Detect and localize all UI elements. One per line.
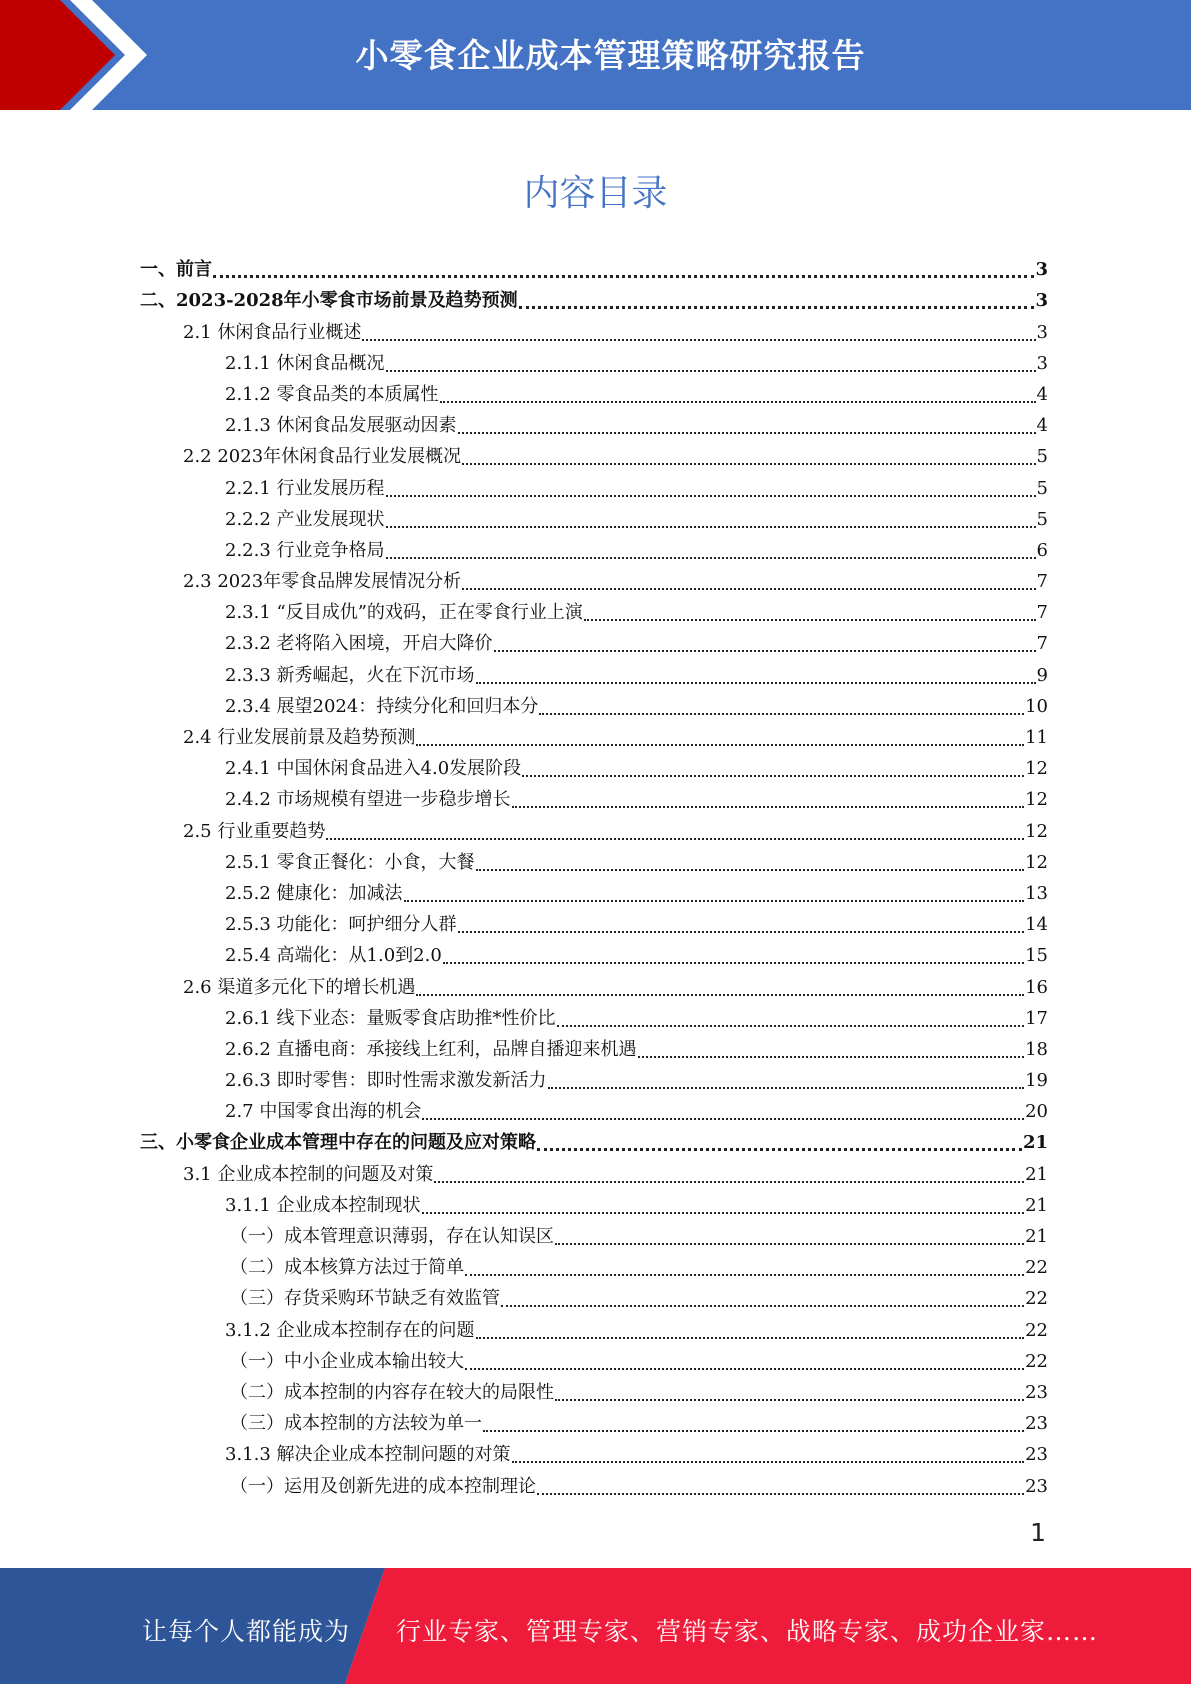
- toc-entry[interactable]: [140, 1158, 1048, 1189]
- toc-entry[interactable]: [140, 1439, 1048, 1470]
- toc-dot-leader: [638, 1038, 1025, 1058]
- toc-entry[interactable]: [140, 878, 1048, 909]
- page-number: 1: [1030, 1518, 1046, 1547]
- toc-dot-leader: [458, 414, 1036, 434]
- toc-dot-leader: [404, 882, 1025, 902]
- toc-entry-title: 2.6.1 线下业态：量贩零食店助推*性价比: [225, 1007, 556, 1029]
- toc-entry-page: 3: [1036, 352, 1048, 374]
- toc-entry-title: 2.6 渠道多元化下的增长机遇: [183, 976, 416, 998]
- toc-entry-title: （一）成本管理意识薄弱，存在认知误区: [230, 1226, 554, 1247]
- toc-entry[interactable]: [140, 1003, 1048, 1034]
- toc-entry-title: （一）中小企业成本输出较大: [230, 1350, 464, 1372]
- toc-entry[interactable]: [140, 285, 1048, 316]
- toc-entry-page: 19: [1025, 1070, 1048, 1092]
- toc-entry[interactable]: [140, 254, 1048, 285]
- toc-entry-page: 4: [1036, 415, 1048, 437]
- toc-entry-page: 22: [1025, 1350, 1048, 1372]
- toc-entry-page: 13: [1025, 882, 1048, 904]
- toc-dot-leader: [539, 695, 1024, 715]
- toc-entry-title: 2.5.1 零食正餐化：小食，大餐: [225, 851, 475, 873]
- toc-entry[interactable]: [140, 316, 1048, 347]
- toc-dot-leader: [522, 757, 1024, 777]
- toc-entry-title: 二、2023-2028年小零食市场前景及趋势预测: [140, 290, 518, 312]
- toc-entry[interactable]: [140, 1470, 1048, 1501]
- toc-dot-leader: [483, 1412, 1024, 1432]
- toc-dot-leader: [476, 664, 1036, 684]
- toc-entry-page: 11: [1025, 727, 1048, 748]
- footer-slogan-left: 让每个人都能成为: [142, 1617, 351, 1646]
- toc-entry-title: 3.1.1 企业成本控制现状: [225, 1194, 421, 1216]
- toc-dot-leader: [494, 632, 1036, 652]
- toc-dot-leader: [555, 1225, 1024, 1245]
- toc-entry-page: 9: [1036, 664, 1048, 686]
- toc-entry-title: 2.3.4 展望2024：持续分化和回归本分: [225, 695, 539, 717]
- toc-entry[interactable]: [140, 784, 1048, 815]
- toc-entry[interactable]: [140, 1314, 1048, 1345]
- toc-entry[interactable]: [140, 659, 1048, 690]
- toc-entry-title: 2.5.4 高端化：从1.0到2.0: [225, 945, 442, 967]
- table-of-contents: [140, 254, 1048, 1502]
- toc-entry[interactable]: [140, 1221, 1048, 1252]
- toc-dot-leader: [443, 944, 1024, 964]
- toc-dot-leader: [555, 1381, 1024, 1401]
- toc-dot-leader: [537, 1130, 1022, 1151]
- report-title: 小零食企业成本管理策略研究报告: [355, 36, 866, 75]
- toc-entry-title: 3.1.3 解决企业成本控制问题的对策: [225, 1444, 511, 1466]
- toc-entry-page: 12: [1025, 820, 1048, 842]
- toc-dot-leader: [386, 539, 1036, 559]
- toc-entry-page: 18: [1025, 1038, 1048, 1060]
- toc-entry-title: 2.2.1 行业发展历程: [225, 477, 385, 499]
- toc-entry-title: 2.5.3 功能化：呵护细分人群: [225, 914, 457, 936]
- toc-entry-page: 12: [1025, 789, 1048, 811]
- toc-entry-page: 20: [1025, 1101, 1048, 1123]
- toc-entry-title: （一）运用及创新先进的成本控制理论: [230, 1475, 536, 1497]
- toc-entry-title: 三、小零食企业成本管理中存在的问题及应对策略: [140, 1132, 536, 1154]
- toc-entry-page: 16: [1025, 976, 1048, 998]
- toc-entry[interactable]: [140, 971, 1048, 1002]
- toc-entry-title: 2.6.2 直播电商：承接线上红利，品牌自播迎来机遇: [225, 1038, 637, 1060]
- toc-entry[interactable]: [140, 1346, 1048, 1377]
- toc-entry-title: 2.1 休闲食品行业概述: [183, 321, 362, 343]
- toc-entry[interactable]: [140, 597, 1048, 628]
- toc-dot-leader: [416, 976, 1024, 996]
- toc-entry[interactable]: [140, 691, 1048, 722]
- toc-dot-leader: [422, 1100, 1024, 1120]
- toc-entry[interactable]: [140, 847, 1048, 878]
- toc-entry[interactable]: [140, 753, 1048, 784]
- toc-dot-leader: [476, 1319, 1025, 1339]
- toc-entry[interactable]: [140, 940, 1048, 971]
- toc-entry[interactable]: [140, 410, 1048, 441]
- toc-entry-title: （三）成本控制的方法较为单一: [230, 1413, 482, 1435]
- toc-entry[interactable]: [140, 628, 1048, 659]
- toc-entry[interactable]: [140, 504, 1048, 535]
- toc-dot-leader: [213, 257, 1034, 278]
- toc-entry[interactable]: [140, 1377, 1048, 1408]
- toc-entry-title: 2.4.1 中国休闲食品进入4.0发展阶段: [225, 758, 522, 780]
- toc-dot-leader: [584, 601, 1036, 621]
- toc-entry-page: 23: [1025, 1475, 1048, 1497]
- toc-entry-page: 3: [1035, 290, 1048, 312]
- toc-dot-leader: [458, 913, 1025, 933]
- toc-entry-title: 2.1.1 休闲食品概况: [225, 352, 385, 374]
- toc-dot-leader: [434, 1163, 1024, 1183]
- toc-entry-title: 2.4 行业发展前景及趋势预测: [183, 727, 416, 748]
- toc-entry-page: 17: [1025, 1007, 1048, 1029]
- toc-entry[interactable]: [140, 535, 1048, 566]
- toc-heading: 内容目录: [523, 173, 668, 214]
- toc-entry-page: 23: [1025, 1413, 1048, 1435]
- toc-dot-leader: [476, 851, 1025, 871]
- toc-entry-page: 21: [1025, 1163, 1048, 1185]
- toc-entry-page: 21: [1022, 1132, 1048, 1154]
- toc-entry-page: 12: [1025, 758, 1048, 780]
- toc-entry[interactable]: [140, 1034, 1048, 1065]
- toc-entry[interactable]: [140, 722, 1048, 753]
- toc-entry[interactable]: [140, 1065, 1048, 1096]
- toc-entry-page: 21: [1025, 1226, 1048, 1247]
- toc-entry-title: 2.1.3 休闲食品发展驱动因素: [225, 415, 457, 437]
- toc-entry[interactable]: [140, 815, 1048, 846]
- toc-entry-page: 5: [1036, 508, 1048, 530]
- toc-entry-title: 一、前言: [140, 259, 212, 281]
- toc-entry[interactable]: [140, 566, 1048, 597]
- toc-dot-leader: [465, 1256, 1024, 1276]
- toc-entry[interactable]: [140, 441, 1048, 472]
- toc-entry-page: 4: [1036, 383, 1048, 405]
- toc-entry-title: 2.1.2 零食品类的本质属性: [225, 383, 439, 405]
- toc-entry-page: 12: [1025, 851, 1048, 873]
- toc-dot-leader: [548, 1069, 1025, 1089]
- toc-entry-page: 15: [1025, 945, 1048, 967]
- toc-entry-title: 2.3.1 “反目成仇”的戏码，正在零食行业上演: [225, 602, 583, 624]
- toc-entry-title: 2.5 行业重要趋势: [183, 820, 326, 842]
- toc-entry-page: 7: [1036, 571, 1048, 593]
- toc-dot-leader: [465, 1350, 1024, 1370]
- toc-entry-title: 2.6.3 即时零售：即时性需求激发新活力: [225, 1070, 547, 1092]
- toc-dot-leader: [440, 383, 1036, 403]
- toc-entry-page: 3: [1036, 321, 1048, 343]
- toc-dot-leader: [386, 352, 1036, 372]
- header-bar: [0, 0, 1191, 110]
- toc-dot-leader: [362, 321, 1035, 341]
- toc-entry-page: 10: [1025, 695, 1048, 717]
- toc-entry-title: 2.7 中国零食出海的机会: [225, 1101, 422, 1123]
- toc-entry-title: 2.5.2 健康化：加减法: [225, 882, 403, 904]
- toc-dot-leader: [537, 1475, 1024, 1495]
- toc-entry-title: 3.1 企业成本控制的问题及对策: [183, 1163, 434, 1185]
- toc-dot-leader: [512, 1443, 1025, 1463]
- toc-dot-leader: [386, 477, 1036, 497]
- toc-entry[interactable]: [140, 1283, 1048, 1314]
- toc-entry-page: 23: [1025, 1381, 1048, 1403]
- toc-entry[interactable]: [140, 1190, 1048, 1221]
- toc-entry-page: 7: [1036, 633, 1048, 655]
- toc-dot-leader: [519, 288, 1035, 309]
- toc-entry[interactable]: [140, 472, 1048, 503]
- toc-entry-title: 3.1.2 企业成本控制存在的问题: [225, 1319, 475, 1341]
- toc-dot-leader: [512, 788, 1025, 808]
- toc-entry[interactable]: [140, 379, 1048, 410]
- toc-dot-leader: [422, 1194, 1025, 1214]
- toc-entry-page: 21: [1025, 1194, 1048, 1216]
- toc-entry-page: 22: [1025, 1257, 1048, 1279]
- toc-dot-leader: [557, 1007, 1025, 1027]
- toc-entry-title: 2.2 2023年休闲食品行业发展概况: [183, 446, 462, 468]
- toc-entry-title: 2.3.2 老将陷入困境，开启大降价: [225, 633, 493, 655]
- toc-entry-title: （三）存货采购环节缺乏有效监管: [230, 1288, 500, 1310]
- toc-entry-title: 2.2.3 行业竞争格局: [225, 539, 385, 561]
- toc-entry-page: 7: [1036, 602, 1048, 624]
- toc-entry[interactable]: [140, 1127, 1048, 1158]
- toc-entry-title: 2.4.2 市场规模有望进一步稳步增长: [225, 789, 511, 811]
- toc-entry-title: 2.3 2023年零食品牌发展情况分析: [183, 571, 462, 593]
- toc-entry-page: 14: [1025, 914, 1048, 936]
- toc-entry-title: （二）成本核算方法过于简单: [230, 1257, 464, 1279]
- footer-slogan-right: 行业专家、管理专家、营销专家、战略专家、成功企业家……: [396, 1617, 1099, 1646]
- toc-entry-title: 2.3.3 新秀崛起，火在下沉市场: [225, 664, 475, 686]
- toc-entry-page: 3: [1035, 259, 1048, 281]
- toc-entry-page: 5: [1036, 477, 1048, 499]
- toc-entry[interactable]: [140, 1252, 1048, 1283]
- toc-dot-leader: [462, 445, 1035, 465]
- toc-entry[interactable]: [140, 348, 1048, 379]
- toc-entry-page: 22: [1025, 1319, 1048, 1341]
- toc-entry-page: 23: [1025, 1444, 1048, 1466]
- toc-entry[interactable]: [140, 1408, 1048, 1439]
- toc-entry-title: 2.2.2 产业发展现状: [225, 508, 385, 530]
- toc-dot-leader: [462, 570, 1035, 590]
- toc-entry-title: （二）成本控制的内容存在较大的局限性: [230, 1381, 554, 1403]
- toc-dot-leader: [416, 726, 1024, 746]
- toc-entry-page: 6: [1036, 539, 1048, 561]
- toc-entry[interactable]: [140, 1096, 1048, 1127]
- toc-dot-leader: [501, 1287, 1024, 1307]
- toc-dot-leader: [386, 508, 1036, 528]
- toc-entry-page: 22: [1025, 1288, 1048, 1310]
- toc-entry[interactable]: [140, 909, 1048, 940]
- footer-banner: [0, 1568, 1191, 1684]
- toc-dot-leader: [326, 820, 1024, 840]
- toc-entry-page: 5: [1036, 446, 1048, 468]
